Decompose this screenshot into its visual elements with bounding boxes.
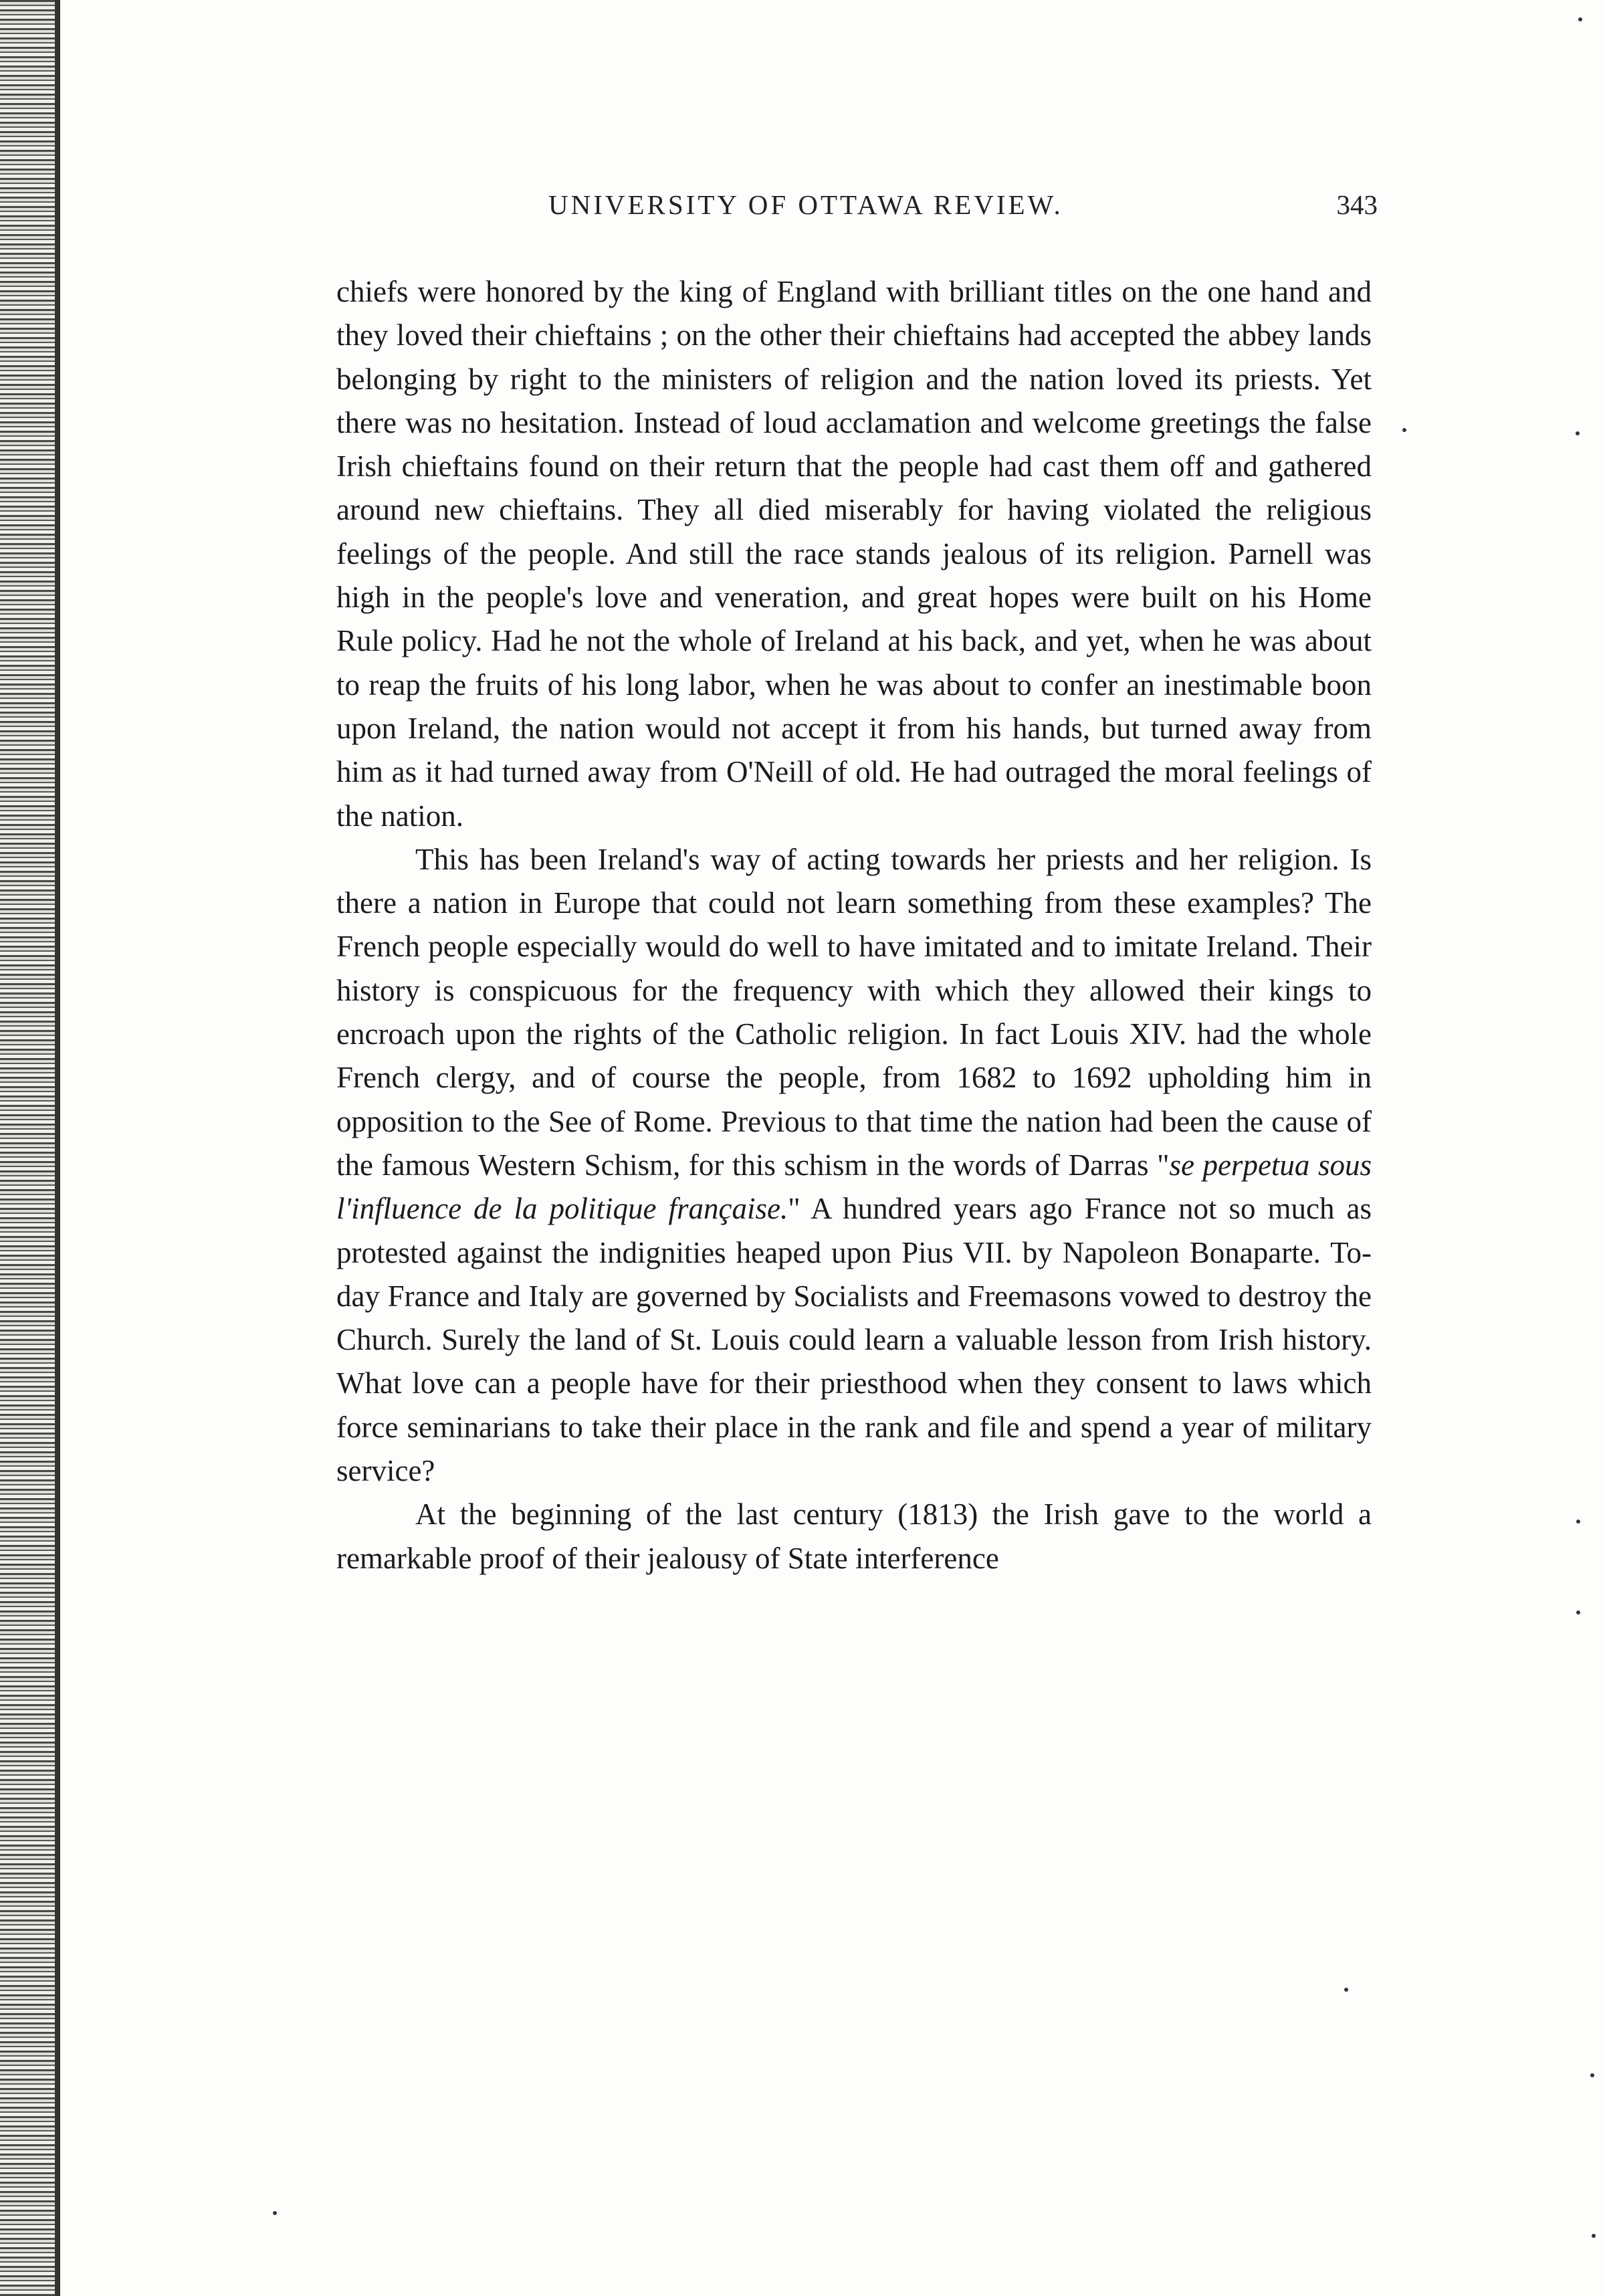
body-text [336,270,1372,1580]
page-number: 343 [1336,189,1378,220]
paragraph-2-text-a: This has been Ireland's way of acting towards her priests and her religion. Is there a nation in Europe that could not learn something from these examples? The French people especially would do well to have imitated and to imitate Ireland. Their history is conspicuous for the frequency with which they allowed their kings to encroach upon the rights of the Catholic religion. In fact Louis XIV. had the whole French clergy, and of course the people, from 1682 to 1692 upholding him in opposition to the See of Rome. Previous to that time the nation had been the cause of the famous Western Schism, for this schism in the words of Darras " [336,842,1372,1182]
scan-speck [1344,1988,1348,1992]
scan-speck [1576,431,1580,435]
scan-speck [1578,17,1582,21]
scan-speck [1576,1610,1580,1614]
paragraph-2-text-b: " A hundred years ago France not so much as protested against the indignities heaped upon Pius VII. by Napoleon Bonaparte. To-day France and Italy are governed by Socialists and Freemasons vowed to destroy the Church. Surely the land of St. Louis could learn a valuable lesson from Irish history. What love can a people have for their priesthood when they consent to laws which force seminarians to take their place in the rank and file and spend a year of military service? [336,1192,1372,1488]
running-title: UNIVERSITY OF OTTAWA REVIEW. [548,189,1063,220]
paragraph-2 [336,838,1372,1493]
paragraph-1: chiefs were honored by the king of England with brilliant titles on the one hand and they loved their chieftains ; on the other their chieftains had accepted the abbey lands belonging by right to the ministers of religion and the nation loved its priests. Yet there was no hesitation. Instead of loud acclamation and welcome greetings the false Irish chieftains found on their return that the people had cast them off and gathered around new chieftains. They all died miserably for having violated the religious feelings of the people. And still the race stands jealous of its religion. Parnell was high in the people's love and veneration, and great hopes were built on his Home Rule policy. Had he not the whole of Ireland at his back, and yet, when he was about to reap the fruits of his long labor, when he was about to confer an inestimable boon upon Ireland, the nation would not accept it from his hands, but turned away from him as it had turned away from O'Neill of old. He had outraged the moral feelings of the nation. [336,275,1372,833]
page-header [548,189,1378,235]
book-binding-edge [0,0,60,2296]
scan-speck [1590,2073,1594,2077]
scan-speck [1402,428,1406,432]
scan-speck [1592,2234,1596,2238]
scan-speck [273,2211,277,2215]
darras-quote: se perpetua sous l'influence de la politique française. [336,1148,1372,1226]
paragraph-3: At the beginning of the last century (1813) the Irish gave to the world a remarkable proof of their jealousy of State interference [336,1497,1372,1575]
scan-speck [1576,1520,1580,1524]
